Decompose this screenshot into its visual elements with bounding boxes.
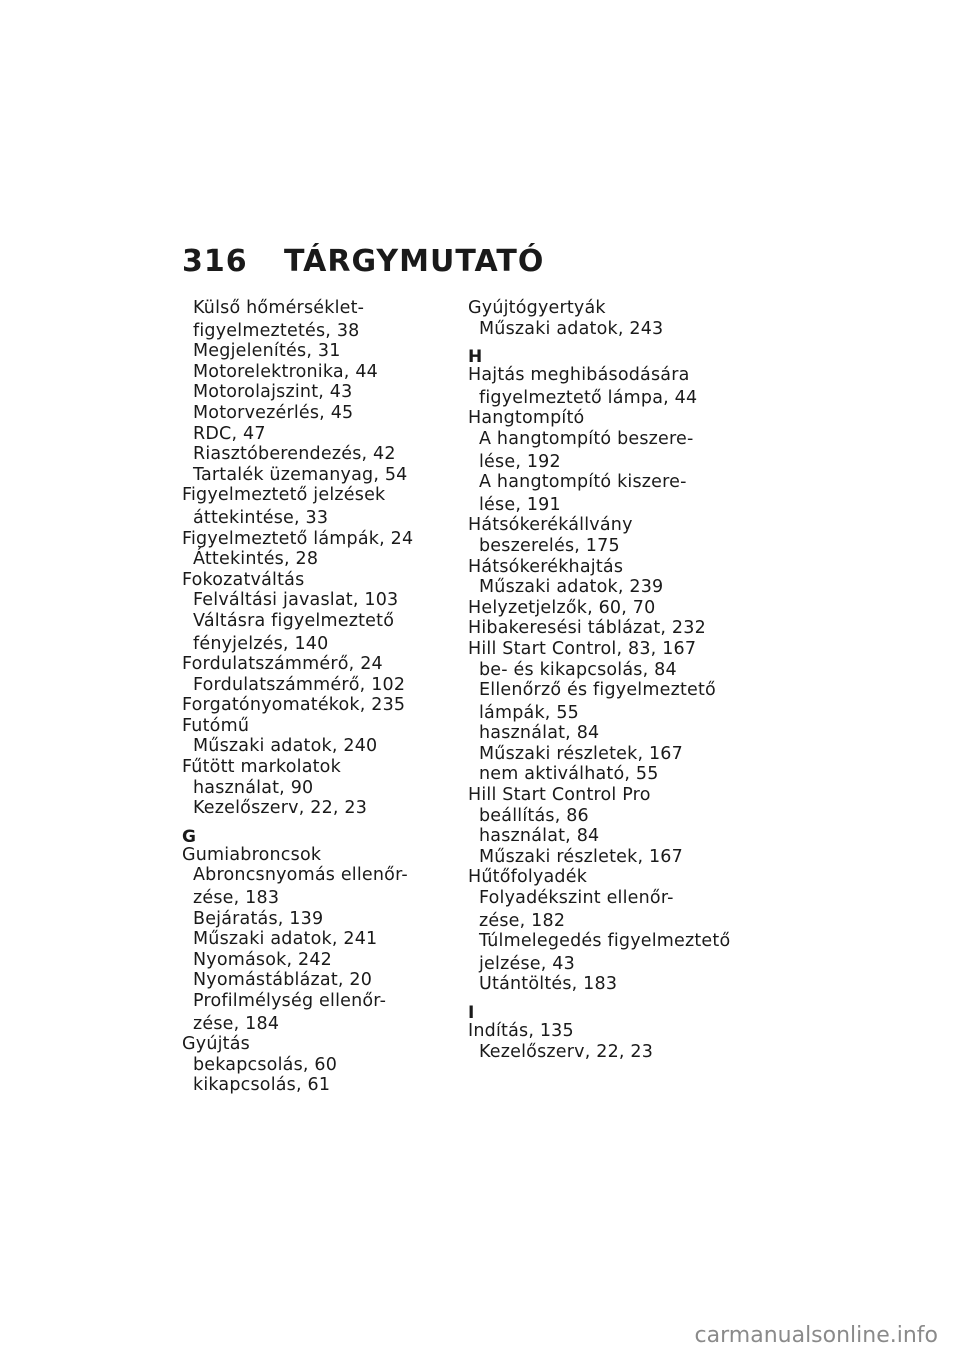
index-entry: Fokozatváltás [182, 569, 305, 590]
index-subentry: nem aktiválható, 55 [479, 764, 659, 785]
index-section-letter: H [468, 347, 483, 368]
index-subentry: Bejáratás, 139 [193, 908, 324, 929]
index-subentry: Külső hőmérséklet- [193, 298, 365, 318]
index-subentry: Folyadékszint ellenőr- [479, 888, 674, 909]
index-subentry: Túlmelegedés figyelmeztető [479, 931, 731, 952]
index-entry: Figyelmeztető lámpák, 24 [182, 528, 414, 549]
index-subentry: zése, 182 [479, 910, 566, 931]
index-subentry: áttekintése, 33 [193, 507, 329, 528]
index-subentry: használat, 90 [193, 777, 314, 798]
index-entry: Fordulatszámmérő, 24 [182, 654, 383, 675]
index-subentry: Kezelőszerv, 22, 23 [193, 798, 368, 819]
index-entry: Gumiabroncsok [182, 844, 322, 865]
index-entry: Hill Start Control, 83, 167 [468, 638, 697, 659]
index-entry: Gyújtás [182, 1034, 250, 1055]
index-section-letter: G [182, 826, 197, 847]
index-subentry: Tartalék üzemanyag, 54 [193, 464, 408, 485]
index-subentry: Váltásra figyelmeztető [193, 610, 395, 631]
index-subentry: jelzése, 43 [479, 953, 575, 974]
index-column-right [468, 298, 738, 1062]
index-subentry: lése, 191 [479, 494, 561, 515]
index-entry: Forgatónyomatékok, 235 [182, 695, 406, 716]
index-subentry: RDC, 47 [193, 423, 266, 444]
index-subentry: beállítás, 86 [479, 805, 589, 826]
index-subentry: Ellenőrző és figyelmeztető [479, 680, 716, 701]
index-subentry: figyelmeztető lámpa, 44 [479, 387, 698, 408]
index-section-letter: I [468, 1003, 475, 1023]
index-entry: Hátsókerékhajtás [468, 556, 624, 577]
index-subentry: Kezelőszerv, 22, 23 [479, 1041, 654, 1062]
index-subentry: Műszaki adatok, 241 [193, 929, 378, 950]
index-subentry: Abroncsnyomás ellenőr- [193, 865, 408, 886]
index-column-left [182, 298, 432, 1096]
index-subentry: Nyomástáblázat, 20 [193, 970, 373, 991]
index-subentry: lése, 192 [479, 451, 561, 472]
index-entry: Indítás, 135 [468, 1021, 574, 1041]
page-number: 316 [182, 244, 248, 279]
index-subentry: zése, 183 [193, 888, 280, 909]
index-subentry: használat, 84 [479, 723, 600, 744]
index-subentry: Motorvezérlés, 45 [193, 402, 354, 423]
index-subentry: Motorelektronika, 44 [193, 361, 378, 382]
index-entry: Futómű [182, 715, 250, 736]
index-entry: Hűtőfolyadék [468, 867, 588, 888]
index-subentry: Motorolajszint, 43 [193, 382, 353, 403]
index-entry: Hátsókerékállvány [468, 515, 633, 536]
index-entry: Helyzetjelzők, 60, 70 [468, 597, 656, 618]
index-subentry: Műszaki adatok, 243 [479, 318, 664, 339]
index-subentry: Fordulatszámmérő, 102 [193, 674, 406, 695]
page-title: TÁRGYMUTATÓ [284, 244, 545, 279]
index-subentry: fényjelzés, 140 [193, 633, 329, 654]
index-subentry: Műszaki részletek, 167 [479, 743, 683, 764]
index-subentry: bekapcsolás, 60 [193, 1054, 338, 1075]
index-subentry: Műszaki adatok, 240 [193, 736, 378, 757]
index-subentry: Műszaki adatok, 239 [479, 577, 664, 598]
index-subentry: Riasztóberendezés, 42 [193, 444, 396, 465]
index-entry: Hibakeresési táblázat, 232 [468, 618, 706, 639]
index-subentry: zése, 184 [193, 1013, 280, 1034]
index-subentry: használat, 84 [479, 826, 600, 847]
index-subentry: Profilmélység ellenőr- [193, 991, 387, 1011]
index-entry: Hangtompító [468, 408, 585, 429]
index-subentry: Utántöltés, 183 [479, 974, 618, 995]
index-subentry: Áttekintés, 28 [193, 549, 319, 570]
index-subentry: beszerelés, 175 [479, 535, 620, 556]
index-entry: Hill Start Control Pro [468, 785, 651, 806]
index-subentry: Nyomások, 242 [193, 949, 333, 970]
index-subentry: Megjelenítés, 31 [193, 341, 341, 362]
index-subentry: Felváltási javaslat, 103 [193, 590, 399, 611]
index-subentry: Műszaki részletek, 167 [479, 846, 683, 867]
index-subentry: lámpák, 55 [479, 702, 579, 723]
page-header [182, 244, 544, 279]
index-subentry: A hangtompító kiszere- [479, 472, 687, 493]
index-subentry: figyelmeztetés, 38 [193, 320, 360, 341]
index-subentry: be- és kikapcsolás, 84 [479, 659, 677, 680]
index-entry: Fűtött markolatok [182, 757, 341, 778]
watermark-link[interactable]: carmanualsonline.info [694, 1323, 938, 1348]
index-subentry: kikapcsolás, 61 [193, 1075, 331, 1096]
index-entry: Gyújtógyertyák [468, 298, 606, 318]
index-entry: Figyelmeztető jelzések [182, 485, 386, 506]
index-subentry: A hangtompító beszere- [479, 428, 694, 449]
index-entry: Hajtás meghibásodására [468, 365, 690, 386]
